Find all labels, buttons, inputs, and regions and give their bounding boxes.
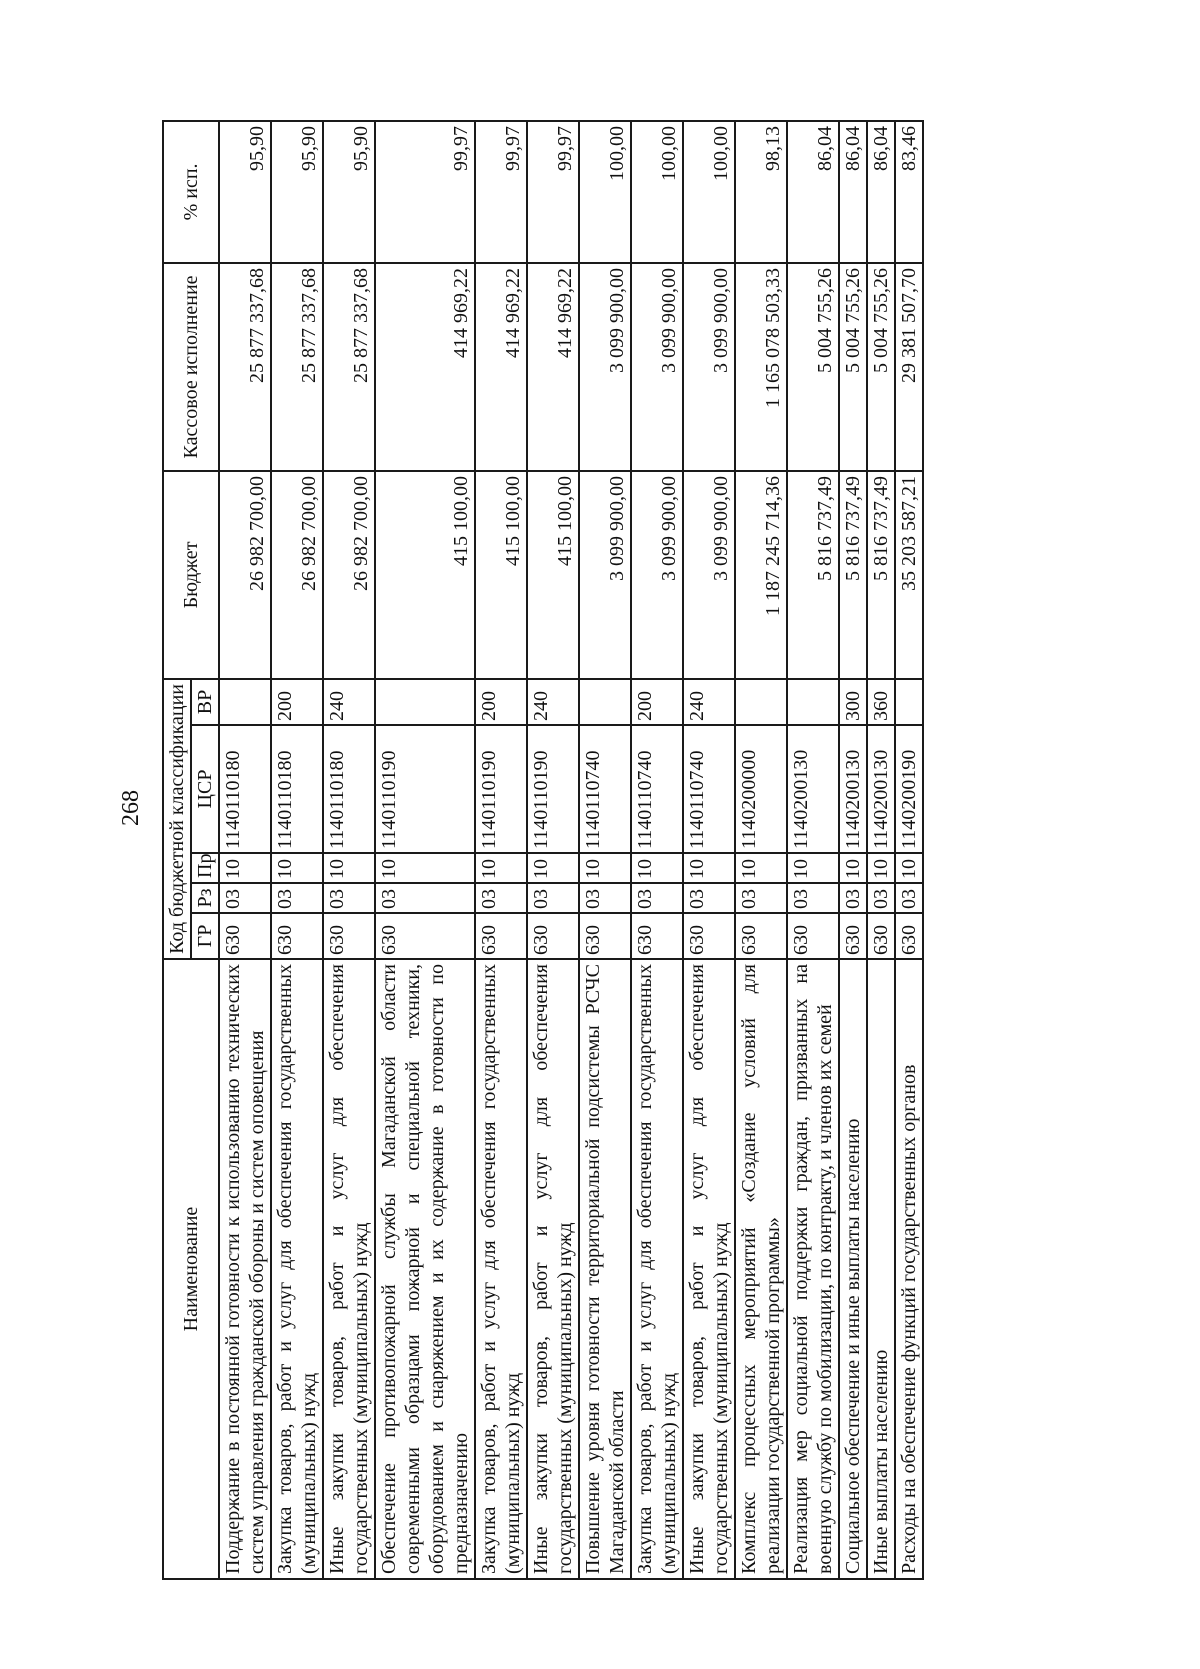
cell-name: Обеспечение противопожарной службы Магаданской области современными образцами пожарной и специальной техники, оборудованием и снаряжением и их содержание в готовности по предназначению bbox=[375, 959, 475, 1579]
cell-pct: 100,00 bbox=[631, 121, 683, 263]
table-row bbox=[683, 121, 735, 1579]
cell-vr: 200 bbox=[271, 679, 323, 725]
cell-name: Закупка товаров, работ и услуг для обеспечения государственных (муниципальных) нужд bbox=[475, 959, 527, 1579]
cell-name: Иные закупки товаров, работ и услуг для обеспечения государственных (муниципальных) нужд bbox=[683, 959, 735, 1579]
cell-gr: 630 bbox=[895, 913, 923, 959]
cell-rz: 03 bbox=[219, 883, 271, 913]
table-row bbox=[375, 121, 475, 1579]
cell-rz: 03 bbox=[735, 883, 787, 913]
cell-name: Иные закупки товаров, работ и услуг для обеспечения государственных (муниципальных) нужд bbox=[323, 959, 375, 1579]
cell-budget: 415 100,00 bbox=[375, 471, 475, 679]
cell-csr: 1140200000 bbox=[735, 725, 787, 853]
cell-cash: 3 099 900,00 bbox=[631, 263, 683, 471]
cell-rz: 03 bbox=[867, 883, 895, 913]
cell-budget: 3 099 900,00 bbox=[579, 471, 631, 679]
cell-name: Расходы на обеспечение функций государственных органов bbox=[895, 959, 923, 1579]
table-row bbox=[631, 121, 683, 1579]
cell-pr: 10 bbox=[839, 853, 867, 883]
cell-cash: 414 969,22 bbox=[375, 263, 475, 471]
cell-gr: 630 bbox=[219, 913, 271, 959]
cell-pr: 10 bbox=[579, 853, 631, 883]
cell-cash: 5 004 755,26 bbox=[787, 263, 839, 471]
header-rz: Рз bbox=[191, 883, 219, 913]
table-row bbox=[323, 121, 375, 1579]
cell-budget: 3 099 900,00 bbox=[683, 471, 735, 679]
cell-gr: 630 bbox=[735, 913, 787, 959]
cell-pr: 10 bbox=[683, 853, 735, 883]
cell-name: Закупка товаров, работ и услуг для обеспечения государственных (муниципальных) нужд bbox=[631, 959, 683, 1579]
cell-csr: 1140110190 bbox=[375, 725, 475, 853]
cell-pct: 95,90 bbox=[219, 121, 271, 263]
cell-pr: 10 bbox=[631, 853, 683, 883]
cell-csr: 1140110190 bbox=[527, 725, 579, 853]
cell-pr: 10 bbox=[527, 853, 579, 883]
cell-budget: 5 816 737,49 bbox=[839, 471, 867, 679]
cell-pct: 86,04 bbox=[787, 121, 839, 263]
cell-cash: 5 004 755,26 bbox=[867, 263, 895, 471]
header-pct: % исп. bbox=[163, 121, 219, 263]
cell-budget: 5 816 737,49 bbox=[787, 471, 839, 679]
cell-rz: 03 bbox=[271, 883, 323, 913]
table-row bbox=[271, 121, 323, 1579]
cell-pr: 10 bbox=[323, 853, 375, 883]
cell-pr: 10 bbox=[375, 853, 475, 883]
cell-budget: 5 816 737,49 bbox=[867, 471, 895, 679]
cell-rz: 03 bbox=[375, 883, 475, 913]
header-vr: ВР bbox=[191, 679, 219, 725]
cell-budget: 35 203 587,21 bbox=[895, 471, 923, 679]
table-row bbox=[787, 121, 839, 1579]
cell-cash: 414 969,22 bbox=[527, 263, 579, 471]
cell-csr: 1140200130 bbox=[867, 725, 895, 853]
cell-pct: 95,90 bbox=[323, 121, 375, 263]
cell-vr bbox=[787, 679, 839, 725]
table-row bbox=[579, 121, 631, 1579]
cell-gr: 630 bbox=[683, 913, 735, 959]
header-code-group: Код бюджетной классификации bbox=[163, 679, 191, 959]
cell-rz: 03 bbox=[579, 883, 631, 913]
cell-budget: 26 982 700,00 bbox=[271, 471, 323, 679]
cell-name: Закупка товаров, работ и услуг для обеспечения государственных (муниципальных) нужд bbox=[271, 959, 323, 1579]
cell-gr: 630 bbox=[271, 913, 323, 959]
table-row bbox=[735, 121, 787, 1579]
cell-vr bbox=[579, 679, 631, 725]
cell-rz: 03 bbox=[683, 883, 735, 913]
cell-name: Поддержание в постоянной готовности к использованию технических систем управления гражданской обороны и систем оповещения bbox=[219, 959, 271, 1579]
cell-cash: 1 165 078 503,33 bbox=[735, 263, 787, 471]
cell-pct: 98,13 bbox=[735, 121, 787, 263]
cell-cash: 25 877 337,68 bbox=[271, 263, 323, 471]
table-row bbox=[219, 121, 271, 1579]
cell-vr bbox=[735, 679, 787, 725]
cell-csr: 1140110740 bbox=[631, 725, 683, 853]
table-row bbox=[839, 121, 867, 1579]
cell-csr: 1140110180 bbox=[323, 725, 375, 853]
cell-vr bbox=[895, 679, 923, 725]
cell-gr: 630 bbox=[787, 913, 839, 959]
page-number: 268 bbox=[118, 790, 144, 826]
cell-csr: 1140200190 bbox=[895, 725, 923, 853]
cell-cash: 414 969,22 bbox=[475, 263, 527, 471]
cell-pct: 86,04 bbox=[867, 121, 895, 263]
cell-vr bbox=[219, 679, 271, 725]
cell-name: Комплекс процессных мероприятий «Создание условий для реализации государственной программы» bbox=[735, 959, 787, 1579]
cell-name: Реализация мер социальной поддержки граждан, призванных на военную службу по мобилизации, по контракту, и членов их семей bbox=[787, 959, 839, 1579]
cell-cash: 3 099 900,00 bbox=[579, 263, 631, 471]
cell-gr: 630 bbox=[839, 913, 867, 959]
table-row bbox=[895, 121, 923, 1579]
cell-rz: 03 bbox=[895, 883, 923, 913]
cell-gr: 630 bbox=[579, 913, 631, 959]
cell-rz: 03 bbox=[323, 883, 375, 913]
budget-table bbox=[162, 120, 924, 1580]
cell-cash: 25 877 337,68 bbox=[219, 263, 271, 471]
header-name: Наименование bbox=[163, 959, 219, 1579]
cell-vr: 240 bbox=[527, 679, 579, 725]
cell-pct: 100,00 bbox=[683, 121, 735, 263]
cell-budget: 415 100,00 bbox=[475, 471, 527, 679]
cell-budget: 1 187 245 714,36 bbox=[735, 471, 787, 679]
cell-pct: 99,97 bbox=[527, 121, 579, 263]
cell-rz: 03 bbox=[787, 883, 839, 913]
header-cash: Кассовое исполнение bbox=[163, 263, 219, 471]
cell-name: Социальное обеспечение и иные выплаты населению bbox=[839, 959, 867, 1579]
cell-pct: 99,97 bbox=[375, 121, 475, 263]
cell-vr: 360 bbox=[867, 679, 895, 725]
cell-gr: 630 bbox=[475, 913, 527, 959]
cell-vr: 240 bbox=[683, 679, 735, 725]
table-row bbox=[527, 121, 579, 1579]
cell-name: Иные закупки товаров, работ и услуг для обеспечения государственных (муниципальных) нужд bbox=[527, 959, 579, 1579]
cell-gr: 630 bbox=[867, 913, 895, 959]
cell-vr: 240 bbox=[323, 679, 375, 725]
header-row-1 bbox=[163, 121, 191, 1579]
cell-pct: 95,90 bbox=[271, 121, 323, 263]
cell-pr: 10 bbox=[895, 853, 923, 883]
cell-name: Иные выплаты населению bbox=[867, 959, 895, 1579]
header-budget: Бюджет bbox=[163, 471, 219, 679]
cell-csr: 1140110740 bbox=[683, 725, 735, 853]
cell-pct: 100,00 bbox=[579, 121, 631, 263]
cell-csr: 1140110180 bbox=[271, 725, 323, 853]
cell-vr: 200 bbox=[475, 679, 527, 725]
cell-rz: 03 bbox=[527, 883, 579, 913]
cell-cash: 5 004 755,26 bbox=[839, 263, 867, 471]
cell-csr: 1140110190 bbox=[475, 725, 527, 853]
cell-budget: 26 982 700,00 bbox=[323, 471, 375, 679]
cell-csr: 1140110740 bbox=[579, 725, 631, 853]
table-body bbox=[219, 121, 923, 1579]
cell-cash: 29 381 507,70 bbox=[895, 263, 923, 471]
cell-gr: 630 bbox=[631, 913, 683, 959]
cell-vr bbox=[375, 679, 475, 725]
cell-name: Повышение уровня готовности территориальной подсистемы РСЧС Магаданской области bbox=[579, 959, 631, 1579]
cell-pct: 86,04 bbox=[839, 121, 867, 263]
rotated-table-container bbox=[162, 122, 938, 1580]
cell-budget: 3 099 900,00 bbox=[631, 471, 683, 679]
cell-vr: 300 bbox=[839, 679, 867, 725]
table-row bbox=[475, 121, 527, 1579]
cell-budget: 415 100,00 bbox=[527, 471, 579, 679]
cell-pct: 99,97 bbox=[475, 121, 527, 263]
cell-pr: 10 bbox=[219, 853, 271, 883]
header-gr: ГР bbox=[191, 913, 219, 959]
cell-pr: 10 bbox=[735, 853, 787, 883]
cell-gr: 630 bbox=[375, 913, 475, 959]
cell-csr: 1140200130 bbox=[787, 725, 839, 853]
cell-rz: 03 bbox=[839, 883, 867, 913]
cell-pr: 10 bbox=[271, 853, 323, 883]
cell-csr: 1140110180 bbox=[219, 725, 271, 853]
cell-pct: 83,46 bbox=[895, 121, 923, 263]
cell-cash: 3 099 900,00 bbox=[683, 263, 735, 471]
table-row bbox=[867, 121, 895, 1579]
cell-csr: 1140200130 bbox=[839, 725, 867, 853]
cell-vr: 200 bbox=[631, 679, 683, 725]
cell-gr: 630 bbox=[323, 913, 375, 959]
cell-pr: 10 bbox=[787, 853, 839, 883]
cell-gr: 630 bbox=[527, 913, 579, 959]
cell-budget: 26 982 700,00 bbox=[219, 471, 271, 679]
cell-pr: 10 bbox=[475, 853, 527, 883]
cell-rz: 03 bbox=[631, 883, 683, 913]
header-pr: Пр bbox=[191, 853, 219, 883]
cell-rz: 03 bbox=[475, 883, 527, 913]
cell-cash: 25 877 337,68 bbox=[323, 263, 375, 471]
cell-pr: 10 bbox=[867, 853, 895, 883]
header-csr: ЦСР bbox=[191, 725, 219, 853]
